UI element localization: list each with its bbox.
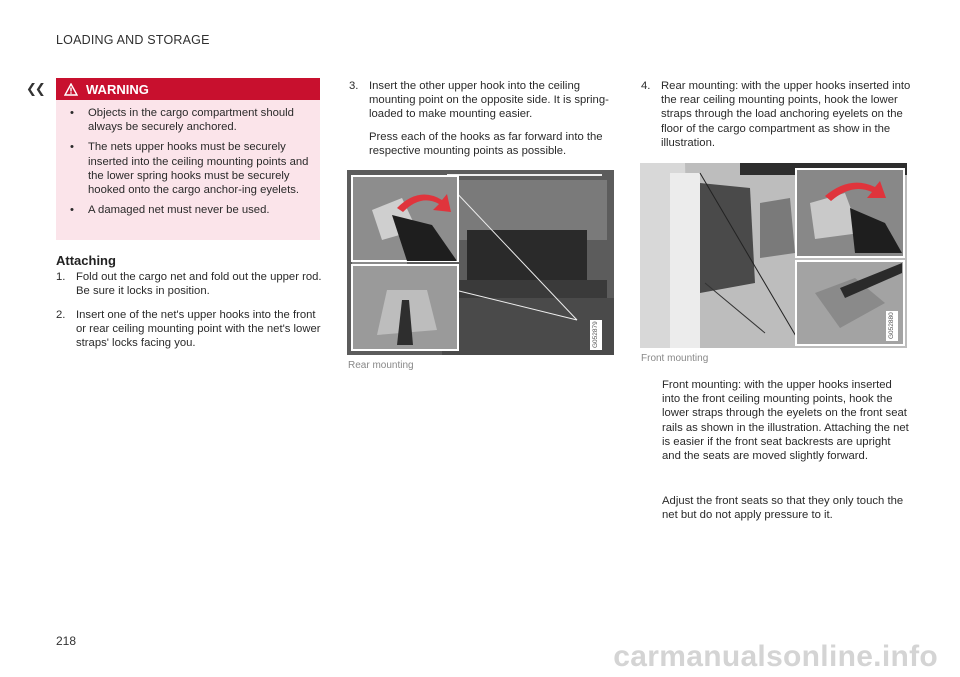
warning-title: WARNING <box>86 81 149 97</box>
step-3 <box>349 79 611 158</box>
section-title: LOADING AND STORAGE <box>56 33 210 47</box>
step-text: Rear mounting: with the upper hooks inserted into the rear ceiling mounting points, hook the lower straps through the load anchoring eyelets on the floor of the cargo compartment as show in the illustration. <box>661 80 911 149</box>
warning-list <box>56 100 320 217</box>
front-image-code: G052880 <box>888 312 895 339</box>
step-4 <box>641 79 911 150</box>
step-number: 1. <box>56 271 66 283</box>
step-1 <box>56 270 322 298</box>
warning-box <box>56 78 320 240</box>
rear-mounting-caption: Rear mounting <box>348 360 414 371</box>
watermark: carmanualsonline.info <box>613 640 938 673</box>
step-number: 4. <box>641 80 651 92</box>
rear-mounting-illustration <box>347 170 614 355</box>
step-2 <box>56 308 322 351</box>
warning-bullet: • The nets upper hooks must be securely inserted into the ceiling mounting points and the lower spring hooks must be securely hooked onto the cargo anchor-ing eyelets. <box>66 140 312 197</box>
attaching-heading: Attaching <box>56 253 116 268</box>
warning-bullet: • A damaged net must never be used. <box>66 203 312 217</box>
front-mounting-caption: Front mounting <box>641 353 709 364</box>
warning-triangle-icon <box>64 83 78 96</box>
rear-image-code: G052879 <box>592 321 599 348</box>
front-mounting-paragraph: Front mounting: with the upper hooks inserted into the front ceiling mounting points, hook the lower straps through the eyelets on the front seat rails as shown in the illustration. Attaching the net is easier if the front seat backrests are upright and the seats are moved slightly forward. <box>662 379 909 463</box>
front-mounting-illustration <box>640 163 907 348</box>
adjust-seats-paragraph: Adjust the front seats so that they only touch the net but do not apply pressure to it. <box>662 495 904 522</box>
step-note: Press each of the hooks as far forward into the respective mounting points as possible. <box>369 130 603 157</box>
step-text: Insert one of the net's upper hooks into the front or rear ceiling mounting point with the net's lower straps' locks facing you. <box>76 309 321 350</box>
step-text: Fold out the cargo net and fold out the upper rod. Be sure it locks in position. <box>76 271 322 298</box>
step-number: 3. <box>349 80 359 92</box>
warning-header <box>56 78 320 100</box>
step-text: Insert the other upper hook into the ceiling mounting point on the opposite side. It is spring-loaded to make mounting easier. <box>369 80 609 121</box>
back-chevron-icon[interactable]: ❮❮ <box>26 81 44 96</box>
page-number: 218 <box>56 634 77 648</box>
warning-bullet: • Objects in the cargo compartment should always be securely anchored. <box>66 106 312 134</box>
step-number: 2. <box>56 309 66 321</box>
